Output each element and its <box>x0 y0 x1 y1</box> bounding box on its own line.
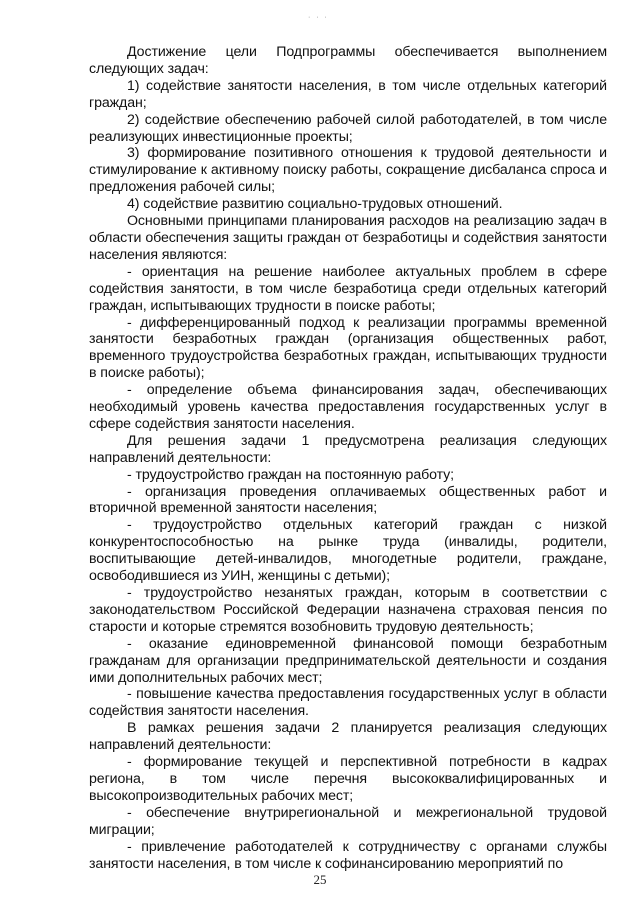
paragraph-task-2: 2) содействие обеспечению рабочей силой работодателей, в том числе реализующих инвестиционные проекты; <box>89 111 607 145</box>
paragraph-task-1: 1) содействие занятости населения, в том числе отдельных категорий граждан; <box>89 77 607 111</box>
list-item-labor-migration: - обеспечение внутрирегиональной и межрегиональной трудовой миграции; <box>89 804 607 838</box>
scan-artifact-marks: · · · <box>308 14 329 21</box>
paragraph-principle-financing: - определение объема финансирования задач, обеспечивающих необходимый уровень качества предоставления государственных услуг в сфере содействия занятости населения. <box>89 382 607 432</box>
paragraph-task-2-directions: В рамках решения задачи 2 планируется реализация следующих направлений деятельности: <box>89 720 607 754</box>
paragraph-intro-tasks: Достижение цели Подпрограммы обеспечивается выполнением следующих задач: <box>89 44 607 77</box>
list-item-financial-help: - оказание единовременной финансовой помощи безработным гражданам для организации предпринимательской деятельности и создания ими дополнительных рабочих мест; <box>89 635 607 686</box>
list-item-public-works: - организация проведения оплачиваемых общественных работ и вторичной временной занятости населения; <box>89 483 607 517</box>
list-item-low-competitiveness: - трудоустройство отдельных категорий граждан с низкой конкурентоспособностью на рынке труда (инвалиды, родители, воспитывающие детей-инвалидов, многодетные родители, граждане, освободившиеся из УИН, женщины с детьми); <box>89 517 607 585</box>
paragraph-task-1-directions: Для решения задачи 1 предусмотрена реализация следующих направлений деятельности: <box>89 432 607 466</box>
page-number: 25 <box>313 872 327 887</box>
document-body-text <box>89 44 607 872</box>
list-item-permanent-employment: - трудоустройство граждан на постоянную работу; <box>127 466 455 483</box>
list-item-service-quality: - повышение качества предоставления государственных услуг в области содействия занятости населения. <box>89 686 607 720</box>
list-item-workforce-needs: - формирование текущей и перспективной потребности в кадрах региона, в том числе перечня высококвалифицированных и высокопроизводительных рабочих мест; <box>89 754 607 804</box>
list-item-employer-cooperation: - привлечение работодателей к сотрудничеству с органами службы занятости населения, в том числе к софинансированию мероприятий по <box>89 838 607 872</box>
paragraph-principle-differentiated: - дифференцированный подход к реализации программы временной занятости безработных граждан (организация общественных работ, временного трудоустройства безработных граждан, испытывающих трудности в поиске работы); <box>89 314 607 382</box>
list-item-pensioners: - трудоустройство незанятых граждан, которым в соответствии с законодательством Российской Федерации назначена страховая пенсия по старости и которые стремятся возобновить трудовую деятельность; <box>89 585 607 635</box>
paragraph-principles-intro: Основными принципами планирования расходов на реализацию задач в области обеспечения защиты граждан от безработицы и содействия занятости населения являются: <box>89 213 607 263</box>
paragraph-task-3: 3) формирование позитивного отношения к трудовой деятельности и стимулирование к активному поиску работы, сокращение дисбаланса спроса и предложения рабочей силы; <box>89 145 607 196</box>
paragraph-task-4: 4) содействие развитию социально-трудовых отношений. <box>127 196 503 213</box>
paragraph-principle-orientation: - ориентация на решение наиболее актуальных проблем в сфере содействия занятости, в том числе безработица среди отдельных категорий граждан, испытывающих трудности в поиске работы; <box>89 263 607 314</box>
